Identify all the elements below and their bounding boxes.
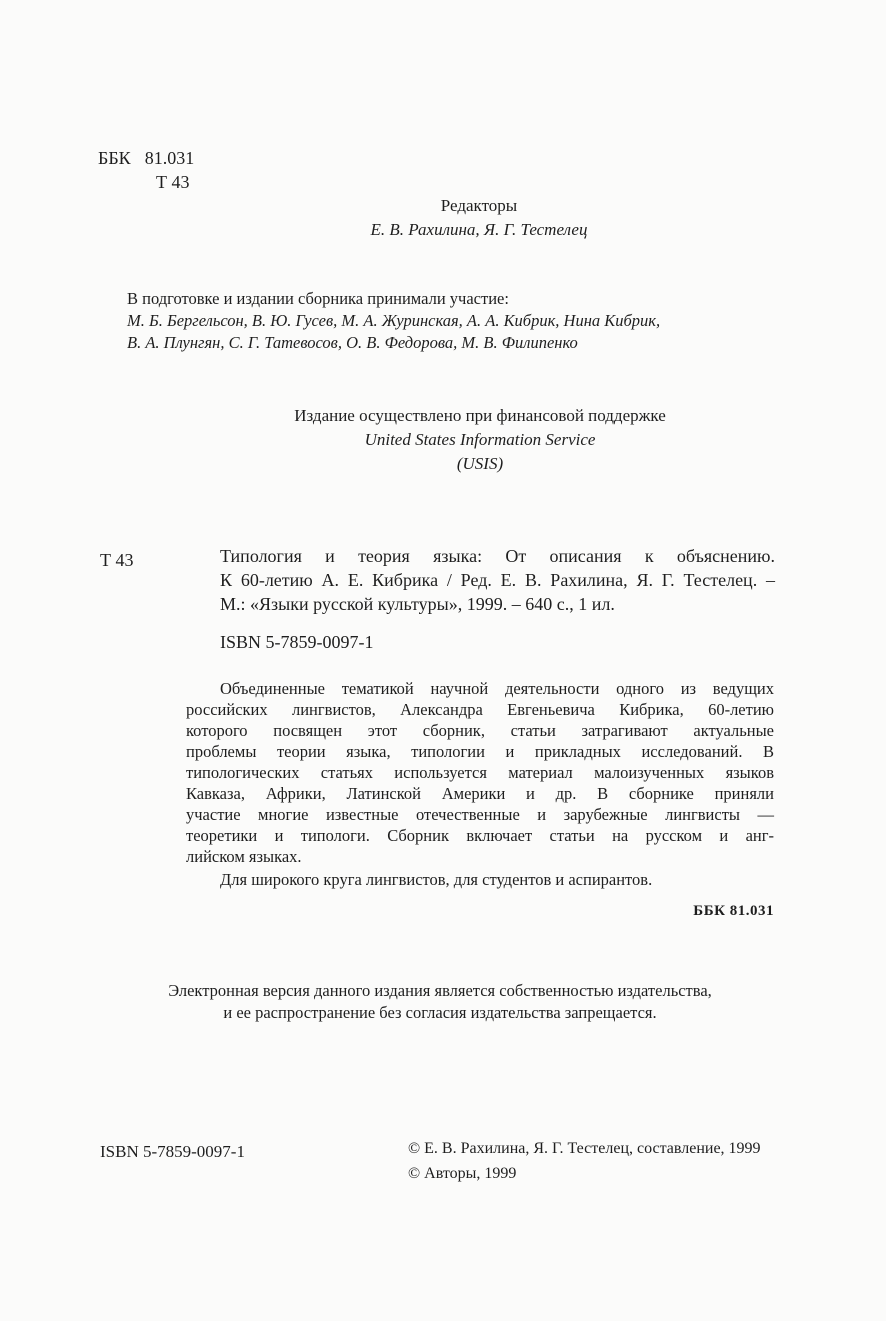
notice-line: и ее распространение без согласия издательства запрещается. xyxy=(223,1003,657,1022)
bibliographic-isbn: ISBN 5-7859-0097-1 xyxy=(220,632,374,652)
bbk-code: 81.031 xyxy=(144,148,195,168)
participants-names-line: В. А. Плунгян, С. Г. Татевосов, О. В. Федорова, М. В. Филипенко xyxy=(127,333,578,352)
annotation-block xyxy=(186,678,774,890)
bbk-classification xyxy=(98,146,194,194)
annotation-line: которого посвящен этот сборник, статьи затрагивают актуальные xyxy=(186,721,774,740)
bibliographic-line: К 60-летию А. Е. Кибрика / Ред. Е. В. Рахилина, Я. Г. Тестелец. – xyxy=(220,570,775,590)
funding-text: Издание осуществлено при финансовой поддержке xyxy=(294,406,666,425)
annotation-line: проблемы теории языка, типологии и прикладных исследований. В xyxy=(186,742,774,761)
electronic-version-notice xyxy=(100,980,780,1024)
bibliographic-line: Типология и теория языка: От описания к объяснению. xyxy=(220,546,775,566)
bbk-label: ББК xyxy=(98,148,131,168)
annotation-line: лийском языках. xyxy=(186,847,302,866)
participants-block xyxy=(127,288,660,354)
participants-names-line: М. Б. Бергельсон, В. Ю. Гусев, М. А. Журинская, А. А. Кибрик, Нина Кибрик, xyxy=(127,311,661,330)
footer-isbn: ISBN 5-7859-0097-1 xyxy=(100,1142,245,1161)
annotation-line: российских лингвистов, Александра Евгеньевича Кибрика, 60-летию xyxy=(186,700,774,719)
editors-block xyxy=(300,194,658,242)
participants-intro: В подготовке и издании сборника принимали участие: xyxy=(127,289,509,308)
bibliographic-author-mark: Т 43 xyxy=(100,550,134,570)
funding-block xyxy=(250,404,710,476)
annotation-audience: Для широкого круга лингвистов, для студентов и аспирантов. xyxy=(220,870,653,889)
copyright-compilers: © Е. В. Рахилина, Я. Г. Тестелец, составление, 1999 xyxy=(408,1140,761,1157)
annotation-line: Кавказа, Африки, Латинской Америки и др. В сборнике приняли xyxy=(186,784,774,803)
annotation-line: Объединенные тематикой научной деятельности одного из ведущих xyxy=(220,679,774,698)
annotation-line: участие многие известные отечественные и зарубежные лингвисты — xyxy=(186,805,774,824)
editors-names: Е. В. Рахилина, Я. Г. Тестелец xyxy=(370,220,588,239)
funding-organization: United States Information Service xyxy=(364,430,596,449)
author-mark: Т 43 xyxy=(156,172,190,192)
notice-line: Электронная версия данного издания является собственностью издательства, xyxy=(168,981,712,1000)
bibliographic-record xyxy=(220,544,775,654)
editors-heading: Редакторы xyxy=(440,196,518,215)
annotation-line: типологических статьях используется материал малоизученных языков xyxy=(186,763,774,782)
bbk-bottom: ББК 81.031 xyxy=(693,903,774,919)
annotation-line: теоретики и типологи. Сборник включает статьи на русском и анг- xyxy=(186,826,774,845)
bibliographic-line: М.: «Языки русской культуры», 1999. – 640 с., 1 ил. xyxy=(220,594,615,614)
copyright-authors: © Авторы, 1999 xyxy=(408,1165,517,1182)
funding-abbreviation: (USIS) xyxy=(456,454,504,473)
copyright-block xyxy=(408,1136,761,1186)
